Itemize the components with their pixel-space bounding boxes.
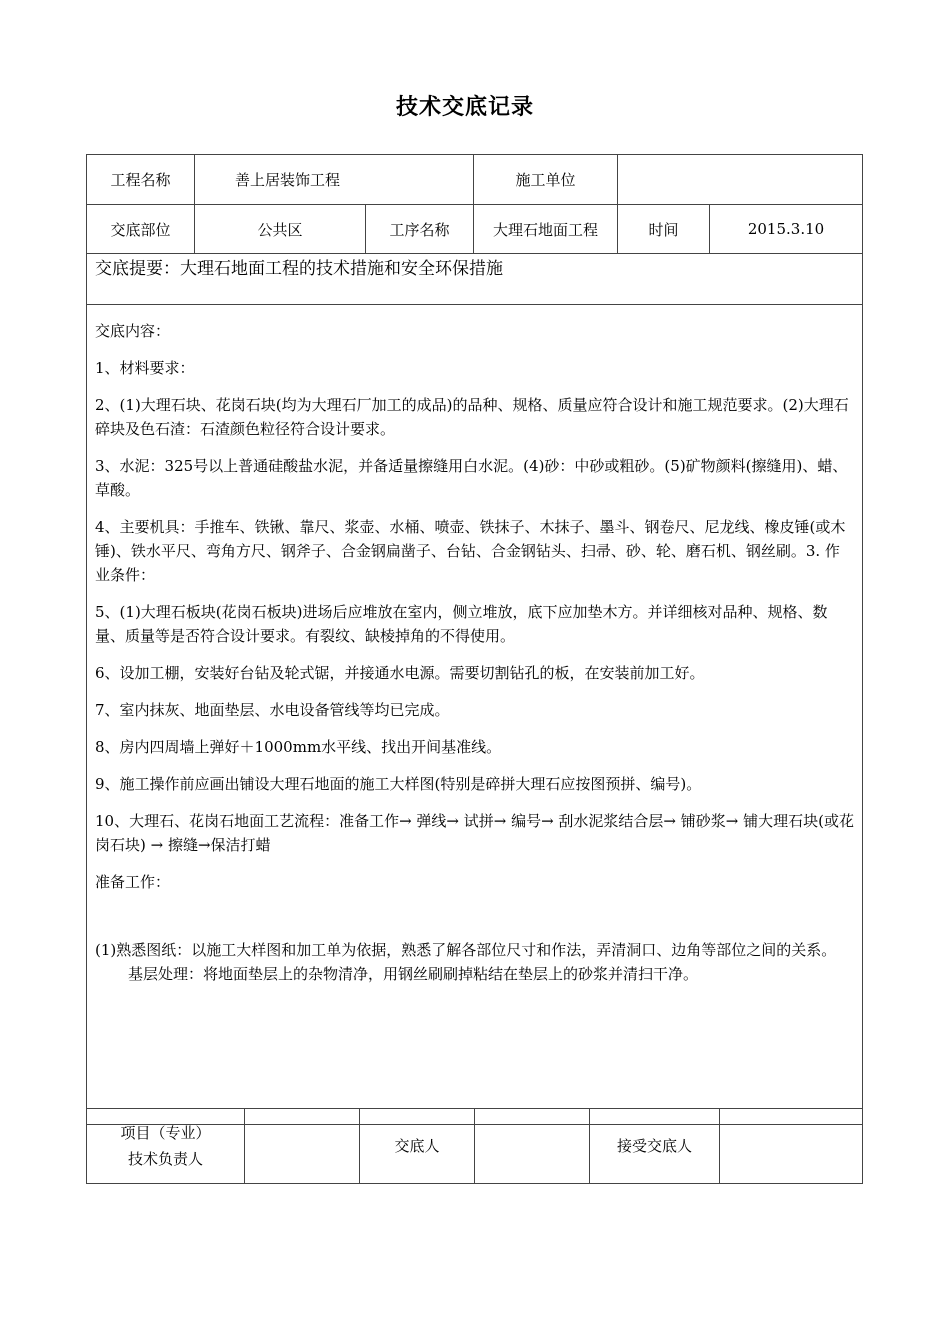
tech-lead-signature [245, 1109, 360, 1184]
project-name-label: 工程名称 [87, 155, 195, 205]
prep-work-item-1: (1)熟悉图纸：以施工大样图和加工单为依据，熟悉了解各部位尺寸和作法，弄清洞口、边角等部位之间的关系。 [95, 941, 837, 959]
process-value: 大理石地面工程 [474, 205, 618, 254]
receiver-signature [720, 1109, 863, 1184]
location-label: 交底部位 [87, 205, 195, 254]
discloser-label: 交底人 [360, 1109, 475, 1184]
location-value: 公共区 [195, 205, 366, 254]
content-item-3: 3、水泥：325号以上普通硅酸盐水泥，并备适量擦缝用白水泥。(4)砂：中砂或粗砂。(5)矿物颜料(擦缝用)、蜡、草酸。 [95, 457, 848, 499]
time-label: 时间 [618, 205, 710, 254]
content-heading: 交底内容： [95, 322, 171, 340]
content-item-1: 1、材料要求： [95, 359, 195, 377]
content-item-9: 9、施工操作前应画出铺设大理石地面的施工大样图(特别是碎拼大理石应按图预拼、编号)。 [95, 775, 702, 793]
receiver-label: 接受交底人 [590, 1109, 720, 1184]
content-item-10: 10、大理石、花岗石地面工艺流程：准备工作→ 弹线→ 试拼→ 编号→ 刮水泥浆结合层→ 铺砂浆→ 铺大理石块(或花岗石块) → 擦缝→保洁打蜡 [95, 812, 854, 854]
signature-table [86, 1108, 863, 1184]
tech-lead-label [87, 1109, 245, 1184]
contractor-label: 施工单位 [474, 155, 618, 205]
prep-work-heading: 准备工作： [95, 873, 171, 891]
content-item-5: 5、(1)大理石板块(花岗石板块)进场后应堆放在室内，侧立堆放，底下应加垫木方。并详细核对品种、规格、数量、质量等是否符合设计要求。有裂纹、缺棱掉角的不得使用。 [95, 603, 828, 645]
content-item-4: 4、主要机具：手推车、铁锹、靠尺、浆壶、水桶、喷壶、铁抹子、木抹子、墨斗、钢卷尺、尼龙线、橡皮锤(或木锤)、铁水平尺、弯角方尺、钢斧子、合金钢扁凿子、台钻、合金钢钻头、扫帚、砂、轮、磨石机、钢丝刷。3. 作业条件： [95, 518, 846, 584]
disclosure-content [87, 305, 863, 1125]
content-item-8: 8、房内四周墙上弹好＋1000mm水平线、找出开间基准线。 [95, 738, 502, 756]
content-item-7: 7、室内抹灰、地面垫层、水电设备管线等均已完成。 [95, 701, 450, 719]
content-item-2: 2、(1)大理石块、花岗石块(均为大理石厂加工的成品)的品种、规格、质量应符合设计和施工规范要求。(2)大理石碎块及色石渣：石渣颜色粒径符合设计要求。 [95, 396, 849, 438]
disclosure-summary: 交底提要：大理石地面工程的技术措施和安全环保措施 [87, 254, 863, 305]
base-treatment: 基层处理：将地面垫层上的杂物清净，用钢丝刷刷掉粘结在垫层上的砂浆并清扫干净。 [128, 965, 699, 983]
document-title: 技术交底记录 [395, 95, 534, 120]
disclosure-table [86, 154, 863, 1125]
tech-lead-label-line2: 技术负责人 [127, 1150, 203, 1168]
project-name-value: 善上居装饰工程 [195, 155, 474, 205]
discloser-signature [475, 1109, 590, 1184]
tech-lead-label-line1: 项目（专业） [120, 1124, 211, 1142]
contractor-value [618, 155, 863, 205]
process-label: 工序名称 [366, 205, 474, 254]
content-item-6: 6、设加工棚，安装好台钻及轮式锯，并接通水电源。需要切割钻孔的板，在安装前加工好。 [95, 664, 705, 682]
time-value: 2015.3.10 [710, 205, 863, 254]
